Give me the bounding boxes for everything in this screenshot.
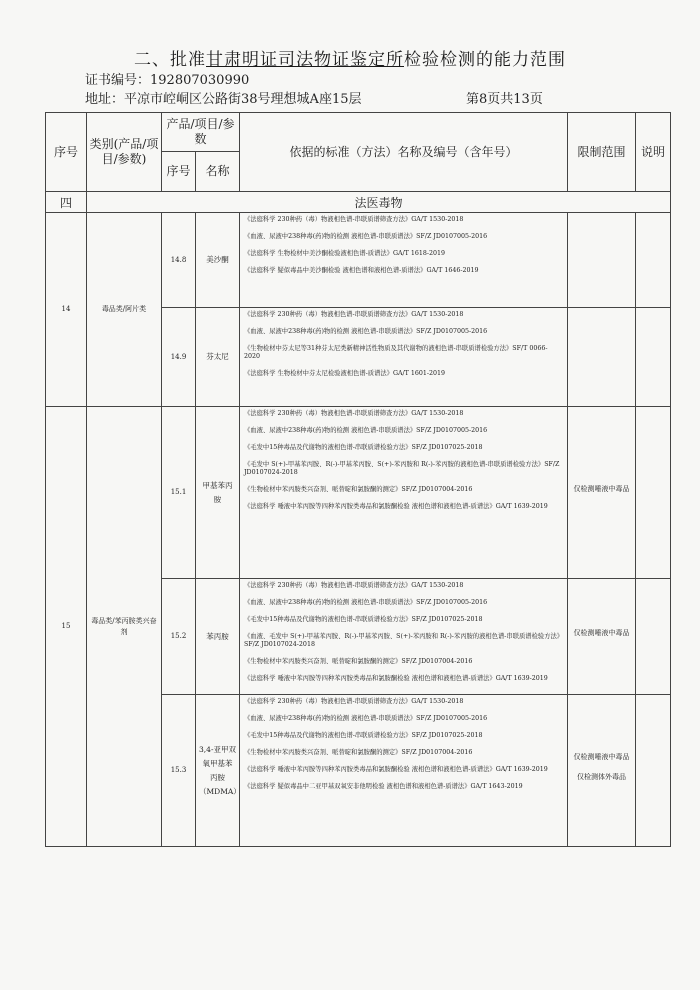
address xyxy=(85,88,362,107)
address-label: 地址： xyxy=(85,92,125,107)
limit-entry: 仅检测唾液中毒品 xyxy=(573,484,630,493)
limit-entry: 仅检测唾液中毒品 xyxy=(573,628,630,637)
title-prefix: 二、批准 xyxy=(134,50,206,70)
standard-entry: 《毛发中15种毒品及代谢物的液相色谱-串联质谱检验方法》SF/Z JD0107025-2018 xyxy=(244,732,483,739)
standard-entry: 《血液、尿液中238种毒(药)物的检测 液相色谱-串联质谱法》SF/Z JD0107005-2016 xyxy=(244,233,488,240)
standard-entry: 《血液、尿液中238种毒(药)物的检测 液相色谱-串联质谱法》SF/Z JD0107005-2016 xyxy=(244,715,488,722)
page-title xyxy=(0,45,700,70)
cert-label: 证书编号： xyxy=(85,73,151,88)
standard-entry: 《毛发中 S(+)-甲基苯丙胺、R(-)-甲基苯丙胺、S(+)-苯丙胺和 R(-)-苯丙胺的液相色谱-串联质谱检验方法》SF/Z JD0107024-2018 xyxy=(244,461,560,476)
header-product: 产品/项目/参数 xyxy=(162,113,240,152)
standard-entry: 《法庭科学 唾液中苯丙胺等四种苯丙胺类毒品和氯胺酮检验 液相色谱和液相色谱-质谱法》GA/T 1639-2019 xyxy=(244,503,548,510)
standard-entry: 《法庭科学 疑似毒品中二亚甲基双氧安非他明检验 液相色谱和液相色谱-质谱法》GA/T 1643-2019 xyxy=(244,783,523,790)
standard-entry: 《生物检材中苯丙胺类兴奋剂、哌替啶和氯胺酮的测定》SF/Z JD0107004-2016 xyxy=(244,658,473,665)
standard-entry: 《生物检材中苯丙胺类兴奋剂、哌替啶和氯胺酮的测定》SF/Z JD0107004-2016 xyxy=(244,486,473,493)
standard-entry: 《生物检材中苯丙胺类兴奋剂、哌替啶和氯胺酮的测定》SF/Z JD0107004-2016 xyxy=(244,749,473,756)
header-row xyxy=(46,113,671,152)
row-limit xyxy=(568,308,636,407)
row-category: 毒品类/阿片类 xyxy=(87,213,162,407)
standard-entry: 《法庭科学 生物检材中芬太尼检验液相色谱-质谱法》GA/T 1601-2019 xyxy=(244,370,446,377)
table-row xyxy=(46,213,671,308)
row-limit xyxy=(568,579,636,695)
standard-entry: 《法庭科学 230种药（毒）物液相色谱-串联质谱筛查方法》GA/T 1530-2018 xyxy=(244,311,464,318)
row-item-name: 芬太尼 xyxy=(196,308,240,407)
row-seq: 15 xyxy=(46,407,87,847)
standard-entry: 《法庭科学 230种药（毒）物液相色谱-串联质谱筛查方法》GA/T 1530-2018 xyxy=(244,216,464,223)
row-standards xyxy=(240,695,568,847)
title-org: 甘肃明证司法物证鉴定所 xyxy=(206,50,404,70)
row-limit xyxy=(568,213,636,308)
row-sub-seq: 14.9 xyxy=(162,308,196,407)
header-name: 名称 xyxy=(196,152,240,192)
row-category: 毒品类/苯丙胺类兴奋剂 xyxy=(87,407,162,847)
standard-entry: 《生物检材中芬太尼等31种芬太尼类新精神活性物质及其代谢物的液相色谱-串联质谱检验方法》SF/T 0066-2020 xyxy=(244,345,548,360)
row-limit xyxy=(568,695,636,847)
row-standards xyxy=(240,308,568,407)
standard-entry: 《法庭科学 230种药（毒）物液相色谱-串联质谱筛查方法》GA/T 1530-2018 xyxy=(244,698,464,705)
address-value: 平凉市崆峒区公路街38号理想城A座15层 xyxy=(124,92,362,107)
row-note xyxy=(636,695,671,847)
row-sub-seq: 14.8 xyxy=(162,213,196,308)
row-sub-seq: 15.1 xyxy=(162,407,196,579)
standard-entry: 《法庭科学 唾液中苯丙胺等四种苯丙胺类毒品和氯胺酮检验 液相色谱和液相色谱-质谱法》GA/T 1639-2019 xyxy=(244,766,548,773)
header-note: 说明 xyxy=(636,113,671,192)
row-standards xyxy=(240,213,568,308)
row-standards xyxy=(240,579,568,695)
row-limit xyxy=(568,407,636,579)
limit-entry: 仅检测体外毒品 xyxy=(577,772,626,781)
certificate-number xyxy=(85,69,249,88)
row-item-name: 3,4-亚甲双氧甲基苯丙胺（MDMA） xyxy=(196,695,240,847)
table-row xyxy=(46,407,671,579)
row-sub-seq: 15.2 xyxy=(162,579,196,695)
header-standard: 依据的标准（方法）名称及编号（含年号） xyxy=(240,113,568,192)
standard-entry: 《法庭科学 唾液中苯丙胺等四种苯丙胺类毒品和氯胺酮检验 液相色谱和液相色谱-质谱法》GA/T 1639-2019 xyxy=(244,675,548,682)
standard-entry: 《毛发中15种毒品及代谢物的液相色谱-串联质谱检验方法》SF/Z JD0107025-2018 xyxy=(244,616,483,623)
standard-entry: 《法庭科学 疑似毒品中美沙酮检验 液相色谱和液相色谱-质谱法》GA/T 1646-2019 xyxy=(244,267,479,274)
row-note xyxy=(636,213,671,308)
standard-entry: 《法庭科学 230种药（毒）物液相色谱-串联质谱筛查方法》GA/T 1530-2018 xyxy=(244,582,464,589)
row-note xyxy=(636,407,671,579)
standard-entry: 《血液、毛发中 S(+)-甲基苯丙胺、R(-)-甲基苯丙胺、S(+)-苯丙胺和 R(-)-苯丙胺的液相色谱-串联质谱检验方法》SF/Z JD0107024-2018 xyxy=(244,633,560,648)
cert-value: 192807030990 xyxy=(150,73,250,88)
title-suffix: 检验检测的能力范围 xyxy=(404,50,566,70)
header-limit: 限制范围 xyxy=(568,113,636,192)
section-no: 四 xyxy=(46,192,87,213)
row-item-name: 美沙酮 xyxy=(196,213,240,308)
section-row xyxy=(46,192,671,213)
standard-entry: 《血液、尿液中238种毒(药)物的检测 液相色谱-串联质谱法》SF/Z JD0107005-2016 xyxy=(244,599,488,606)
row-seq: 14 xyxy=(46,213,87,407)
capability-table xyxy=(45,112,671,847)
row-item-name: 苯丙胺 xyxy=(196,579,240,695)
row-standards xyxy=(240,407,568,579)
standard-entry: 《法庭科学 230种药（毒）物液相色谱-串联质谱筛查方法》GA/T 1530-2018 xyxy=(244,410,464,417)
page-info: 第8页共13页 xyxy=(466,92,543,107)
standard-entry: 《法庭科学 生物检材中美沙酮检验液相色谱-质谱法》GA/T 1618-2019 xyxy=(244,250,446,257)
standard-entry: 《血液、尿液中238种毒(药)物的检测 液相色谱-串联质谱法》SF/Z JD0107005-2016 xyxy=(244,427,488,434)
standard-entry: 《血液、尿液中238种毒(药)物的检测 液相色谱-串联质谱法》SF/Z JD0107005-2016 xyxy=(244,328,488,335)
header-sub-seq: 序号 xyxy=(162,152,196,192)
standard-entry: 《毛发中15种毒品及代谢物的液相色谱-串联质谱检验方法》SF/Z JD0107025-2018 xyxy=(244,444,483,451)
header-category: 类别(产品/项目/参数) xyxy=(87,113,162,192)
limit-entry: 仅检测唾液中毒品 xyxy=(573,752,630,761)
header-seq: 序号 xyxy=(46,113,87,192)
row-note xyxy=(636,579,671,695)
row-note xyxy=(636,308,671,407)
section-name: 法医毒物 xyxy=(87,192,671,213)
row-item-name: 甲基苯丙胺 xyxy=(196,407,240,579)
row-sub-seq: 15.3 xyxy=(162,695,196,847)
